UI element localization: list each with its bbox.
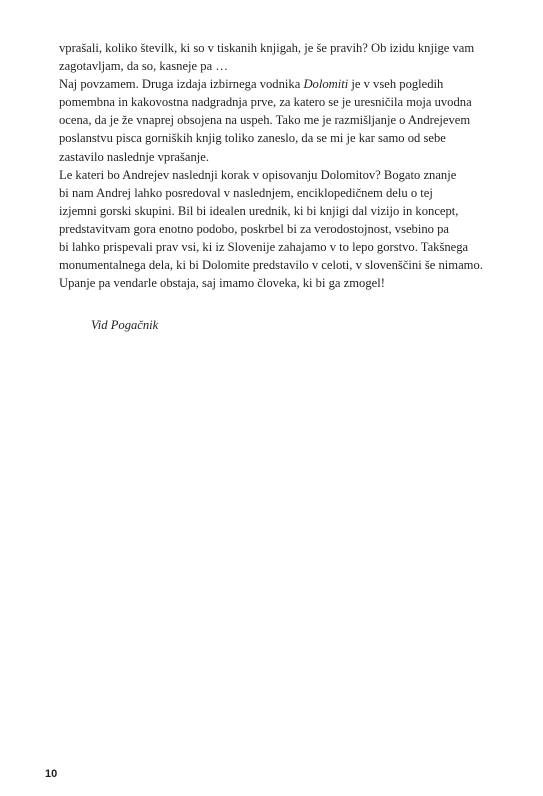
text-segment: predstavitvam gora enotno podobo, poskrbel bi za verodostojnost, vsebino pa [59,221,449,236]
text-segment: Le kateri bo Andrejev naslednji korak v opisovanju Dolomitov? Bogato znanje [59,167,457,182]
text-line [59,148,507,166]
text-line [59,220,507,238]
text-line [59,57,507,75]
text-segment: ocena, da je že vnaprej obsojena na uspeh. Tako me je razmišljanje o Andrejevem [59,113,471,128]
text-segment: pomembna in kakovostna nadgradnja prve, za katero se je uresničila moja uvodna [59,95,472,110]
text-segment: poslanstvu pisca gorniških knjig toliko zaneslo, da se mi je kar samo od sebe [59,131,446,146]
text-line [59,274,507,292]
text-segment: Upanje pa vendarle obstaja, saj imamo človeka, ki bi ga zmogel! [59,276,385,291]
page-number: 10 [45,768,58,780]
text-line [59,202,507,220]
text-line [59,39,507,57]
text-line [59,238,507,256]
text-segment: bi nam Andrej lahko posredoval v naslednjem, enciklopedičnem delu o tej [59,185,433,200]
text-line [59,111,507,129]
text-segment: je v vseh pogledih [348,77,444,92]
book-title-italic: Dolomiti [303,77,349,92]
text-line [59,166,507,184]
text-segment: zastavilo naslednje vprašanje. [59,149,210,164]
text-segment: Naj povzamem. Druga izdaja izbirnega vodnika [59,77,304,92]
author-signature: Vid Pogačnik [91,318,159,332]
body-text [59,39,507,292]
text-segment: monumentalnega dela, ki bi Dolomite predstavilo v celoti, v slovenščini še nimamo. [59,258,483,273]
paragraph [59,39,507,75]
text-line [59,184,507,202]
text-segment: vprašali, koliko številk, ki so v tiskanih knjigah, je še pravih? Ob izidu knjige vam [59,41,475,55]
paragraph [59,166,507,293]
text-line [59,256,507,274]
text-line [59,75,507,93]
text-segment: bi lahko prispevali prav vsi, ki iz Slovenije zahajamo v to lepo gorstvo. Takšnega [59,240,469,255]
text-segment: zagotavljam, da so, kasneje pa … [59,59,228,74]
paragraph [59,75,507,165]
text-line [59,129,507,147]
text-line [59,93,507,111]
text-segment: izjemni gorski skupini. Bil bi idealen urednik, ki bi knjigi dal vizijo in koncept, [59,203,459,218]
